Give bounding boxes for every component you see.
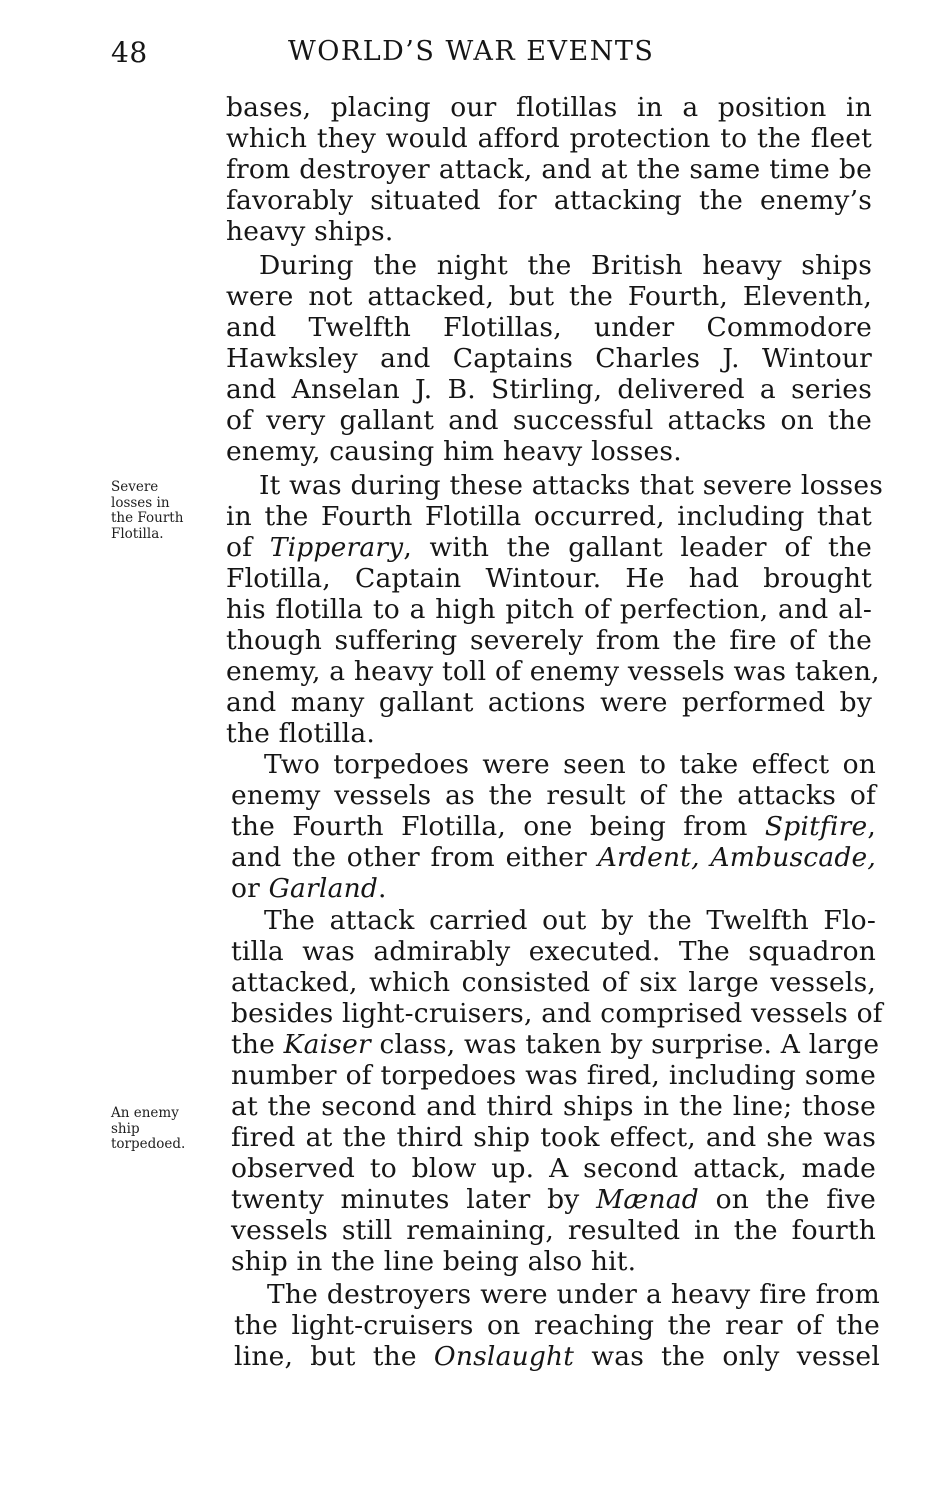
margin-note-line: ship (111, 1120, 140, 1137)
text-run: besides light-cruisers, and comprised vessels of (231, 998, 883, 1029)
text-run: ship in the line being also hit. (231, 1246, 637, 1277)
italic-text: Kaiser (283, 1029, 371, 1060)
page-number: 48 (111, 36, 148, 69)
italic-text: Garland (268, 873, 378, 904)
text-run: or (231, 873, 269, 904)
text-run: the Fourth Flotilla, one being from (231, 811, 765, 842)
text-run: favorably situated for attacking the enemy’s (226, 185, 872, 216)
text-line (226, 687, 872, 719)
text-run: fired at the third ship took effect, and she was (231, 1122, 876, 1153)
text-run: the light-cruisers on reaching the rear of the (234, 1310, 880, 1341)
text-run: twenty minutes later by (231, 1184, 597, 1215)
text-line (226, 594, 872, 626)
text-line (264, 905, 876, 937)
text-line (259, 470, 884, 502)
text-run: enemy, causing him heavy losses. (226, 436, 682, 467)
text-line (259, 250, 872, 282)
text-line (231, 780, 876, 812)
text-line (231, 842, 876, 874)
margin-note-line: losses in (111, 494, 170, 511)
text-run: the (231, 1029, 284, 1060)
text-run: in the Fourth Flotilla occurred, including that (226, 501, 872, 532)
text-line (231, 998, 883, 1030)
running-head: WORLD’S WAR EVENTS (288, 36, 655, 67)
text-line (226, 312, 872, 344)
text-run: was the only vessel (574, 1341, 880, 1372)
text-line (231, 1060, 876, 1092)
text-run: It was during these attacks that severe losses (259, 470, 884, 501)
text-run: and the other from either (231, 842, 598, 873)
text-line (226, 185, 872, 217)
text-line (226, 656, 880, 688)
margin-note-line: Flotilla. (111, 525, 164, 542)
text-line (231, 1215, 876, 1247)
text-run: Flotilla, Captain Wintour. He had brought (226, 563, 872, 594)
margin-note-line: An enemy (111, 1105, 179, 1121)
text-line (264, 749, 876, 781)
text-run: of (226, 532, 270, 563)
text-line (226, 563, 872, 595)
text-line (234, 1310, 880, 1342)
text-run: the flotilla. (226, 718, 375, 749)
text-line (226, 436, 682, 468)
text-run: The destroyers were under a heavy fire from (267, 1279, 880, 1310)
text-run: and many gallant actions were performed by (226, 687, 872, 718)
text-line (231, 1153, 876, 1185)
text-line (226, 281, 872, 313)
text-line (226, 405, 872, 437)
text-line (231, 1122, 876, 1154)
margin-note-line: the Fourth (111, 510, 184, 526)
text-run: at the second and third ships in the line; those (231, 1091, 876, 1122)
text-run: his flotilla to a high pitch of perfection, and al- (226, 594, 872, 625)
text-run: and Twelfth Flotillas, under Commodore (226, 312, 872, 343)
text-line (226, 374, 872, 406)
text-run: Hawksley and Captains Charles J. Wintour (226, 343, 872, 374)
italic-text: Spitfire (764, 811, 868, 842)
margin-note-line: Severe (111, 479, 159, 495)
text-line (226, 123, 872, 155)
text-run: The attack carried out by the Twelfth Flo- (264, 905, 876, 936)
text-run: tilla was admirably executed. The squadron (231, 936, 876, 967)
text-line (226, 501, 872, 533)
text-line (231, 1091, 876, 1123)
text-run: enemy, a heavy toll of enemy vessels was taken, (226, 656, 880, 687)
italic-text: Mænad (596, 1184, 699, 1215)
text-run: number of torpedoes was fired, including some (231, 1060, 876, 1091)
text-line (234, 1341, 880, 1373)
text-line (226, 718, 375, 750)
text-run: line, but the (234, 1341, 434, 1372)
text-run: from destroyer attack, and at the same time be (226, 154, 872, 185)
text-line (226, 92, 872, 124)
text-run: though suffering severely from the fire of the (226, 625, 872, 656)
text-line (226, 532, 872, 564)
text-line (231, 811, 876, 843)
text-line (231, 873, 387, 905)
text-line (226, 343, 872, 375)
italic-text: Tipperary (269, 532, 404, 563)
text-line (231, 1246, 636, 1278)
text-run: , with the gallant leader of the (403, 532, 872, 563)
text-line (231, 1184, 876, 1216)
text-run: heavy ships. (226, 216, 394, 247)
text-line (231, 1029, 880, 1061)
margin-note-line: torpedoed. (111, 1136, 186, 1152)
text-run: on the five (698, 1184, 877, 1215)
text-run: attacked, which consisted of six large vessels, (231, 967, 876, 998)
text-run: of very gallant and successful attacks on the (226, 405, 872, 436)
italic-text: Onslaught (433, 1341, 575, 1372)
text-run: class, was taken by surprise. A large (370, 1029, 880, 1060)
text-run: were not attacked, but the Fourth, Eleventh, (226, 281, 872, 312)
text-run: , (867, 811, 876, 842)
italic-text: Ardent, Ambuscade, (597, 842, 876, 873)
text-line (231, 936, 876, 968)
text-run: enemy vessels as the result of the attacks of (231, 780, 876, 811)
text-line (226, 625, 872, 657)
text-run: vessels still remaining, resulted in the fourth (231, 1215, 876, 1246)
text-run: Two torpedoes were seen to take effect on (264, 749, 876, 780)
text-run: During the night the British heavy ships (259, 250, 872, 281)
text-run: observed to blow up. A second attack, made (231, 1153, 876, 1184)
text-line (226, 154, 872, 186)
text-run: and Anselan J. B. Stirling, delivered a series (226, 374, 872, 405)
text-line (226, 216, 393, 248)
text-run: . (378, 873, 387, 904)
text-run: which they would afford protection to the fleet (226, 123, 872, 154)
text-line (231, 967, 876, 999)
text-run: bases, placing our flotillas in a position in (226, 92, 872, 123)
text-line (267, 1279, 880, 1311)
